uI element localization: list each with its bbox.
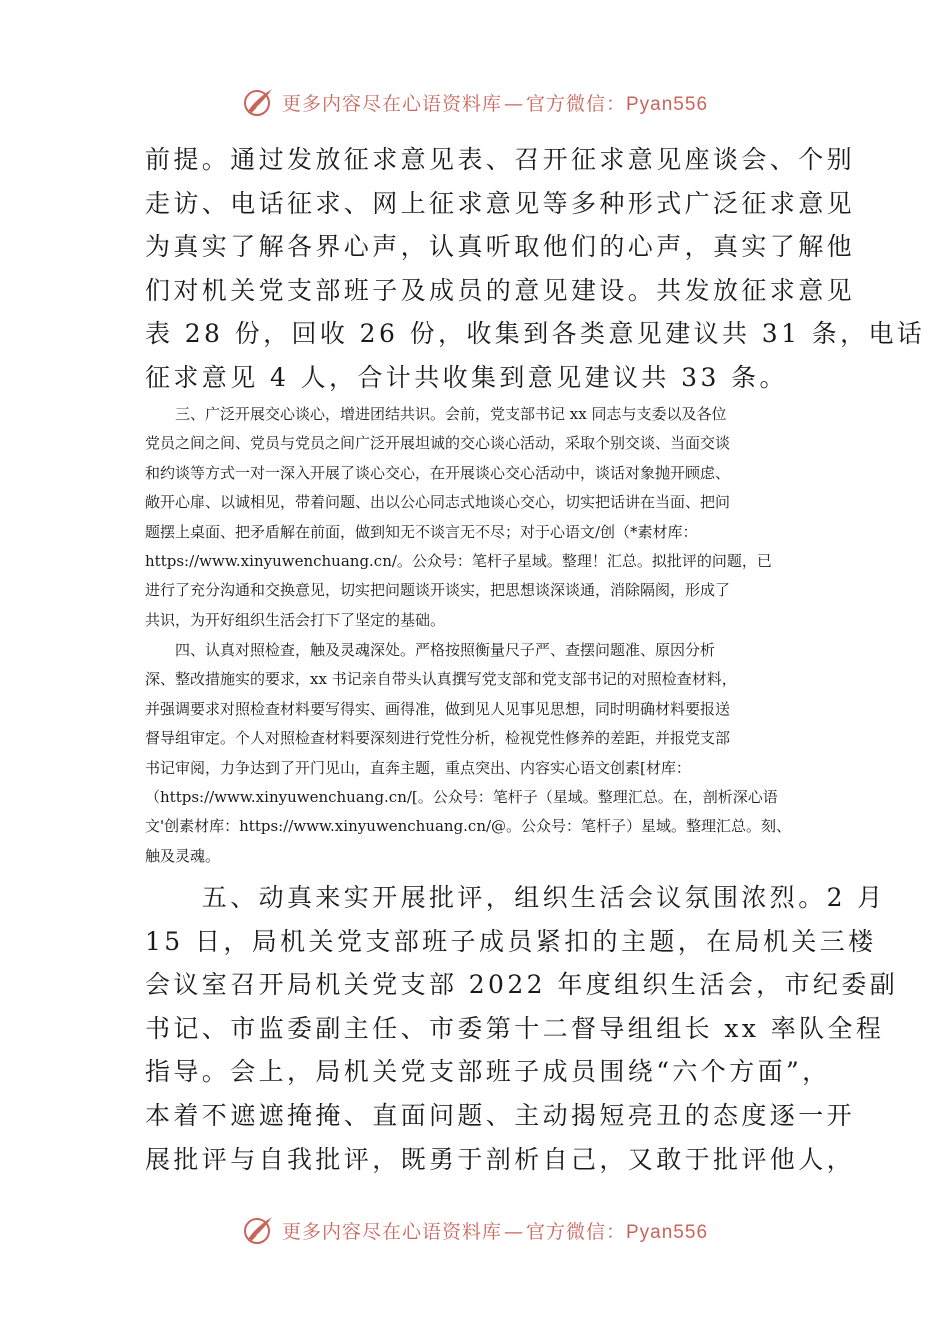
- quill-logo-icon: [242, 85, 276, 119]
- paragraph-2: [145, 400, 815, 635]
- text-line: 15 日，局机关党支部班子成员紧扣的主题，在局机关三楼: [145, 926, 877, 956]
- text-line: 们对机关党支部班子及成员的意见建设。共发放征求意见: [145, 275, 856, 305]
- text-line: 征求意见 4 人，合计共收集到意见建议共 33 条。: [145, 362, 788, 392]
- text-line: 本着不遮遮掩掩、直面问题、主动揭短亮丑的态度逐一开: [145, 1100, 856, 1130]
- text-line: 共识，为开好组织生活会打下了坚定的基础。: [145, 610, 446, 629]
- text-line: 书记、市监委副主任、市委第十二督导组组长 xx 率队全程: [145, 1013, 885, 1043]
- text-line: 文'创素材库：https://www.xinyuwenchuang.cn/@。公众号：笔杆子）星域。整理汇总。刻、: [145, 817, 792, 836]
- text-line: 四、认真对照检查，触及灵魂深处。严格按照衡量尺子严、查摆问题准、原因分析: [145, 641, 716, 659]
- text-line: 会议室召开局机关党支部 2022 年度组织生活会，市纪委副: [145, 970, 899, 1000]
- text-line: 为真实了解各界心声，认真听取他们的心声，真实了解他: [145, 232, 856, 262]
- banner-text: [282, 1217, 708, 1244]
- footer-banner: [0, 1210, 950, 1250]
- banner-text: [282, 89, 708, 116]
- header-banner: [0, 82, 950, 122]
- text-line: 走访、电话征求、网上征求意见等多种形式广泛征求意见: [145, 188, 856, 218]
- text-line: 深、整改措施实的要求，xx 书记亲自带头认真撰写党支部和党支部书记的对照检查材料，: [145, 670, 737, 689]
- banner-label: 官方微信：: [525, 92, 626, 115]
- banner-handle: Pyan556: [626, 1221, 709, 1243]
- banner-main-text: 更多内容尽在心语资料库: [281, 92, 502, 115]
- text-line: 题摆上桌面、把矛盾解在前面，做到知无不谈言无不尽；对于心语文/创（*素材库：: [145, 522, 698, 541]
- text-line: 触及灵魂。: [145, 846, 221, 865]
- text-line: https://www.xinyuwenchuang.cn/。公众号：笔杆子星域。整理！汇总。拟批评的问题，已: [145, 552, 772, 571]
- paragraph-1: [145, 138, 926, 400]
- quill-logo-icon: [242, 1213, 276, 1247]
- text-line: 前提。通过发放征求意见表、召开征求意见座谈会、个别: [145, 145, 856, 174]
- text-line: 并强调要求对照检查材料要写得实、画得准，做到见人见事见思想，同时明确材料要报送: [145, 699, 731, 718]
- banner-separator: —: [503, 92, 524, 115]
- banner-label: 官方微信：: [525, 1220, 626, 1243]
- text-line: 指导。会上，局机关党支部班子成员围绕“六个方面”，: [145, 1057, 831, 1087]
- banner-separator: —: [503, 1220, 524, 1243]
- paragraph-4: [145, 876, 899, 1181]
- text-line: 表 28 份，回收 26 份，收集到各类意见建议共 31 条，电话: [145, 319, 926, 349]
- banner-handle: Pyan556: [626, 93, 709, 115]
- text-line: 书记审阅，力争达到了开门见山，直奔主题，重点突出、内容实心语文创素[材库：: [145, 758, 691, 777]
- text-line: 敞开心扉、以诚相见，带着问题、出以公心同志式地谈心交心，切实把话讲在当面、把问: [145, 493, 731, 512]
- text-line: 督导组审定。个人对照检查材料要深刻进行党性分析，检视党性修养的差距，并报党支部: [145, 729, 731, 748]
- text-line: 三、广泛开展交心谈心，增进团结共识。会前，党支部书记 xx 同志与支委以及各位: [145, 405, 727, 423]
- text-line: 五、动真来实开展批评，组织生活会议氛围浓烈。2 月: [145, 883, 886, 912]
- text-line: 进行了充分沟通和交换意见，切实把问题谈开谈实，把思想谈深谈通，消除隔阂，形成了: [145, 581, 731, 600]
- text-line: （https://www.xinyuwenchuang.cn/[。公众号：笔杆子（星域。整理汇总。在，剖析深心语: [145, 788, 778, 807]
- text-line: 展批评与自我批评，既勇于剖析自己，又敢于批评他人，: [145, 1144, 856, 1174]
- paragraph-3: [145, 636, 815, 871]
- banner-main-text: 更多内容尽在心语资料库: [281, 1220, 502, 1243]
- text-line: 和约谈等方式一对一深入开展了谈心交心，在开展谈心交心活动中，谈话对象抛开顾虑、: [145, 463, 731, 482]
- text-line: 党员之间之间、党员与党员之间广泛开展坦诚的交心谈心活动，采取个别交谈、当面交谈: [145, 434, 731, 453]
